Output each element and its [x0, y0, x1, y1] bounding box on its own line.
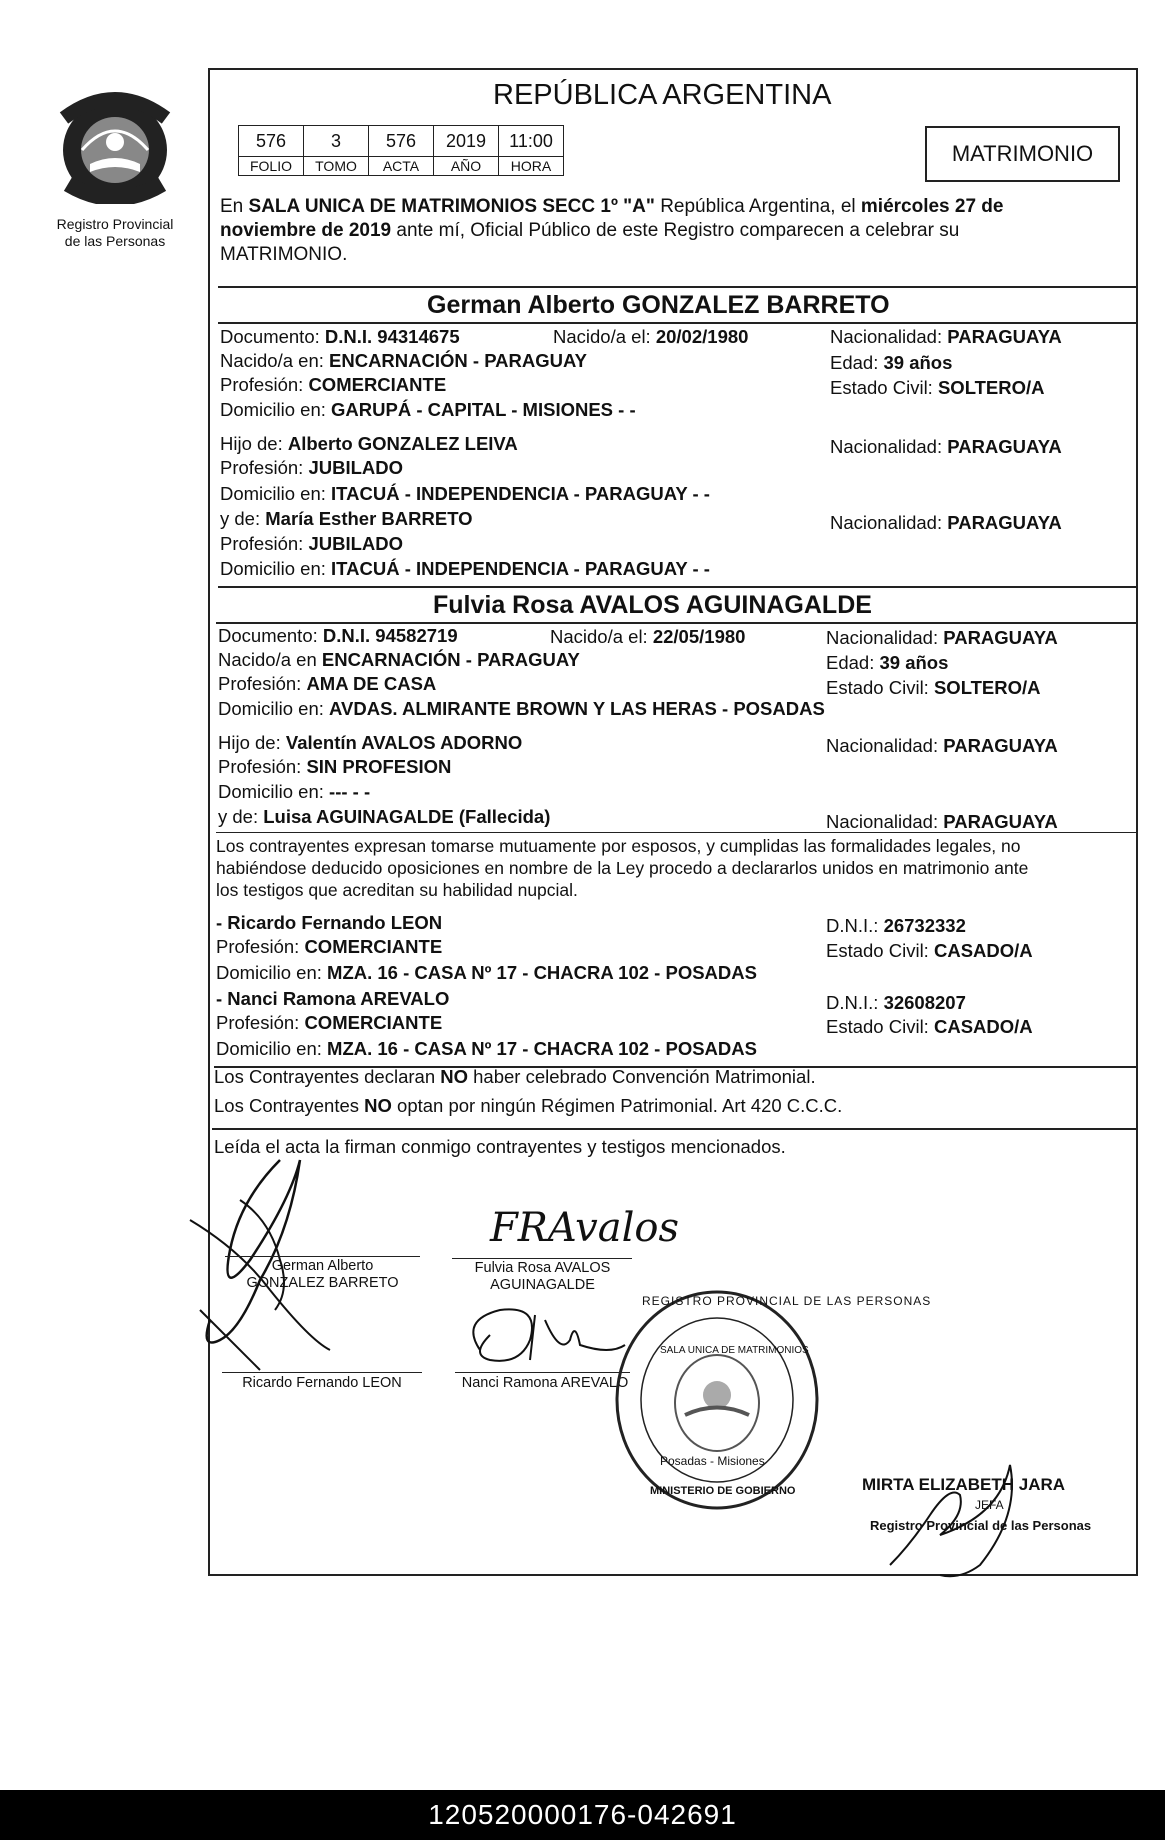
convention-line-2: [214, 1095, 842, 1117]
value: CASADO/A: [933, 1016, 1033, 1037]
anio-label: AÑO: [434, 157, 499, 176]
label: Nacido/a en:: [220, 350, 330, 371]
intro-date: miércoles 27 de: [860, 196, 1004, 217]
label: Documento:: [218, 625, 323, 646]
intro-line-1: [220, 196, 1003, 218]
convention-line-1: [214, 1066, 816, 1088]
label: Domicilio en:: [216, 1038, 328, 1059]
value: 32608207: [883, 992, 966, 1013]
text: haber celebrado Convención Matrimonial.: [468, 1066, 816, 1087]
page-title: REPÚBLICA ARGENTINA: [493, 79, 832, 111]
bride-documento: [218, 625, 458, 647]
witness-1-signature-line: [222, 1372, 422, 1373]
label: Profesión:: [220, 374, 309, 395]
value: GARUPÁ - CAPITAL - MISIONES - -: [331, 399, 636, 420]
groom-profesion: [220, 374, 446, 396]
label: Nacionalidad:: [830, 512, 948, 533]
document-type-box: MATRIMONIO: [925, 126, 1120, 182]
stamp-outer-text: REGISTRO PROVINCIAL DE LAS PERSONAS: [642, 1294, 932, 1308]
groom-father: [220, 433, 518, 455]
intro-date: noviembre de 2019: [220, 220, 392, 241]
label: Domicilio en:: [216, 962, 328, 983]
acta-label: ACTA: [369, 157, 434, 176]
label: D.N.I.:: [826, 992, 884, 1013]
bride-domicilio: [218, 698, 825, 720]
label: Domicilio en:: [220, 558, 332, 579]
divider: [218, 322, 1138, 324]
bride-father-domicilio: [218, 781, 370, 803]
groom-father-domicilio: [220, 483, 710, 505]
value: COMERCIANTE: [304, 936, 443, 957]
value: ITACUÁ - INDEPENDENCIA - PARAGUAY - -: [331, 558, 710, 579]
province-emblem-icon: [50, 92, 180, 204]
witness-2-estado-civil: [826, 1016, 1033, 1038]
groom-father-profesion: [220, 457, 403, 479]
value: SOLTERO/A: [933, 677, 1041, 698]
witness-2-profesion: [216, 1012, 442, 1034]
bride-name: Fulvia Rosa AVALOS AGUINAGALDE: [433, 591, 872, 619]
emphasis: NO: [364, 1095, 392, 1116]
divider: [212, 1128, 1138, 1130]
officer-role: JEFA: [975, 1498, 1004, 1512]
value: COMERCIANTE: [304, 1012, 443, 1033]
label: Domicilio en:: [218, 698, 330, 719]
groom-edad: [830, 352, 952, 374]
label: Estado Civil:: [826, 1016, 934, 1037]
label: Domicilio en:: [220, 483, 332, 504]
groom-mother-nacionalidad: [830, 512, 1062, 534]
groom-nacionalidad: [830, 326, 1062, 348]
officer-signature-scrawl: [880, 1455, 1030, 1585]
witness-1-estado-civil: [826, 940, 1033, 962]
text: Los Contrayentes declaran: [214, 1066, 441, 1087]
officer-name: MIRTA ELIZABETH JARA: [862, 1475, 1066, 1494]
bride-father-profesion: [218, 756, 451, 778]
intro-line-2: [220, 220, 959, 242]
bride-profesion: [218, 673, 436, 695]
declaration-line-3: los testigos que acreditan su habilidad nupcial.: [216, 880, 578, 900]
value: SOLTERO/A: [937, 377, 1045, 398]
bride-mother: [218, 806, 550, 828]
folio-value: 576: [239, 126, 304, 157]
value: MZA. 16 - CASA Nº 17 - CHACRA 102 - POSADAS: [327, 962, 757, 983]
witness-2-signature-caption: Nanci Ramona AREVALO: [461, 1375, 629, 1391]
tomo-value: 3: [304, 126, 369, 157]
label: Nacionalidad:: [830, 436, 948, 457]
folio-label: FOLIO: [239, 157, 304, 176]
value: 20/02/1980: [655, 326, 749, 347]
label: y de:: [220, 508, 266, 529]
label: Estado Civil:: [826, 940, 934, 961]
groom-nacido-en: [220, 350, 587, 372]
value: ENCARNACIÓN - PARAGUAY: [329, 350, 588, 371]
label: Domicilio en:: [220, 399, 332, 420]
emblem-text: [30, 10, 42, 32]
value: Valentín AVALOS ADORNO: [285, 732, 523, 753]
tomo-label: TOMO: [304, 157, 369, 176]
label: Estado Civil:: [830, 377, 938, 398]
intro-line-3: MATRIMONIO.: [220, 244, 348, 265]
intro-text: En: [220, 196, 249, 217]
value: ITACUÁ - INDEPENDENCIA - PARAGUAY - -: [331, 483, 710, 504]
label: Profesión:: [218, 673, 307, 694]
value: PARAGUAYA: [947, 326, 1062, 347]
value: Luisa AGUINAGALDE (Fallecida): [263, 806, 551, 827]
bride-signature-line: [452, 1258, 632, 1259]
groom-father-nacionalidad: [830, 436, 1062, 458]
anio-value: 2019: [434, 126, 499, 157]
bride-estado-civil: [826, 677, 1041, 699]
value: PARAGUAYA: [943, 735, 1058, 756]
value: PARAGUAYA: [943, 811, 1058, 832]
value: PARAGUAYA: [943, 627, 1058, 648]
acta-value: 576: [369, 126, 434, 157]
label: Profesión:: [216, 1012, 305, 1033]
divider: [216, 832, 1138, 833]
declaration-line-2: habiéndose deducido oposiciones en nombre de la Ley procedo a declararlos unidos en matrimonio ante: [216, 858, 1029, 878]
caption-line: Fulvia Rosa AVALOS: [474, 1260, 611, 1276]
groom-estado-civil: [830, 377, 1045, 399]
witness-2-signature-scrawl: [450, 1300, 630, 1380]
label: Hijo de:: [220, 433, 288, 454]
logo-caption-2: de las Personas: [64, 233, 166, 249]
divider: [218, 586, 1138, 588]
bride-nacionalidad: [826, 627, 1058, 649]
witness-2-dni: [826, 992, 966, 1014]
bride-mother-nacionalidad: [826, 811, 1058, 833]
groom-mother-domicilio: [220, 558, 710, 580]
stamp-ministry: MINISTERIO DE GOBIERNO: [650, 1485, 796, 1497]
value: JUBILADO: [308, 533, 403, 554]
text: optan por ningún Régimen Patrimonial. Art 420 C.C.C.: [391, 1095, 843, 1116]
value: D.N.I. 94314675: [324, 326, 460, 347]
groom-nacido-el: [553, 326, 748, 348]
value: 26732332: [883, 915, 966, 936]
value: ENCARNACIÓN - PARAGUAY: [321, 649, 580, 670]
label: y de:: [218, 806, 264, 827]
value: 39 años: [883, 352, 953, 373]
divider: [216, 622, 1138, 624]
value: D.N.I. 94582719: [322, 625, 458, 646]
bride-edad: [826, 652, 948, 674]
intro-office: SALA UNICA DE MATRIMONIOS SECC 1º "A": [248, 196, 655, 217]
text: Los Contrayentes: [214, 1095, 365, 1116]
witness-1-signature-caption: Ricardo Fernando LEON: [242, 1375, 402, 1391]
groom-signature-caption: [220, 1258, 425, 1292]
hora-label: HORA: [499, 157, 564, 176]
label: Profesión:: [220, 457, 309, 478]
registry-table: [238, 125, 564, 176]
label: Domicilio en:: [218, 781, 330, 802]
bride-nacido-en: [218, 649, 580, 671]
value: --- - -: [329, 781, 371, 802]
label: Profesión:: [218, 756, 307, 777]
label: Nacionalidad:: [830, 326, 948, 347]
value: COMERCIANTE: [308, 374, 447, 395]
bride-father: [218, 732, 522, 754]
witness-1-profesion: [216, 936, 442, 958]
label: Estado Civil:: [826, 677, 934, 698]
value: Alberto GONZALEZ LEIVA: [287, 433, 518, 454]
witness-1-dni: [826, 915, 966, 937]
value: María Esther BARRETO: [265, 508, 473, 529]
emphasis: NO: [440, 1066, 468, 1087]
value: SIN PROFESION: [306, 756, 452, 777]
value: 39 años: [879, 652, 949, 673]
label: Profesión:: [220, 533, 309, 554]
witness-2-domicilio: [216, 1038, 757, 1060]
caption-line: AGUINAGALDE: [490, 1277, 595, 1293]
groom-documento: [220, 326, 460, 348]
bride-father-nacionalidad: [826, 735, 1058, 757]
closing-statement: Leída el acta la firman conmigo contrayentes y testigos mencionados.: [214, 1136, 786, 1157]
value: CASADO/A: [933, 940, 1033, 961]
groom-mother: [220, 508, 473, 530]
caption-line: GONZALEZ BARRETO: [246, 1275, 399, 1291]
bride-signature-scrawl: FRAvalos: [490, 1205, 679, 1251]
label: Profesión:: [216, 936, 305, 957]
intro-text: República Argentina, el: [654, 196, 861, 217]
stamp-city: Posadas - Misiones: [660, 1454, 765, 1468]
value: JUBILADO: [308, 457, 403, 478]
value: AMA DE CASA: [306, 673, 437, 694]
groom-mother-profesion: [220, 533, 403, 555]
label: Edad:: [830, 352, 884, 373]
witness-1-domicilio: [216, 962, 757, 984]
value: AVDAS. ALMIRANTE BROWN Y LAS HERAS - POSADAS: [329, 698, 825, 719]
value: 22/05/1980: [652, 626, 746, 647]
document-code: 120520000176-042691: [0, 1790, 1165, 1840]
witness-2-name: - Nanci Ramona AREVALO: [216, 988, 450, 1009]
officer-organization: Registro Provincial de las Personas: [870, 1518, 1092, 1533]
value: PARAGUAYA: [947, 436, 1062, 457]
label: Nacionalidad:: [826, 735, 944, 756]
witness-2-signature-line: [455, 1372, 630, 1373]
label: Nacido/a el:: [550, 626, 653, 647]
label: Hijo de:: [218, 732, 286, 753]
groom-name: German Alberto GONZALEZ BARRETO: [427, 291, 890, 319]
intro-text: ante mí, Oficial Público de este Registro comparecen a celebrar su: [391, 220, 960, 241]
divider: [218, 286, 1138, 288]
groom-domicilio: [220, 399, 636, 421]
label: Nacionalidad:: [826, 811, 944, 832]
label: D.N.I.:: [826, 915, 884, 936]
hora-value: 11:00: [499, 126, 564, 157]
declaration-line-1: Los contrayentes expresan tomarse mutuamente por esposos, y cumplidas las formalidades legales, no: [216, 836, 1021, 856]
stamp-inner-text: SALA UNICA DE MATRIMONIOS: [660, 1345, 809, 1356]
label: Nacionalidad:: [826, 627, 944, 648]
witness-1-name: - Ricardo Fernando LEON: [216, 912, 443, 933]
label: Documento:: [220, 326, 325, 347]
value: MZA. 16 - CASA Nº 17 - CHACRA 102 - POSADAS: [327, 1038, 757, 1059]
label: Edad:: [826, 652, 880, 673]
label: Nacido/a el:: [553, 326, 656, 347]
bride-nacido-el: [550, 626, 745, 648]
logo-caption-1: Registro Provincial: [56, 216, 174, 232]
groom-signature-line: [225, 1256, 420, 1257]
label: Nacido/a en: [218, 649, 322, 670]
caption-line: German Alberto: [271, 1258, 374, 1274]
value: PARAGUAYA: [947, 512, 1062, 533]
